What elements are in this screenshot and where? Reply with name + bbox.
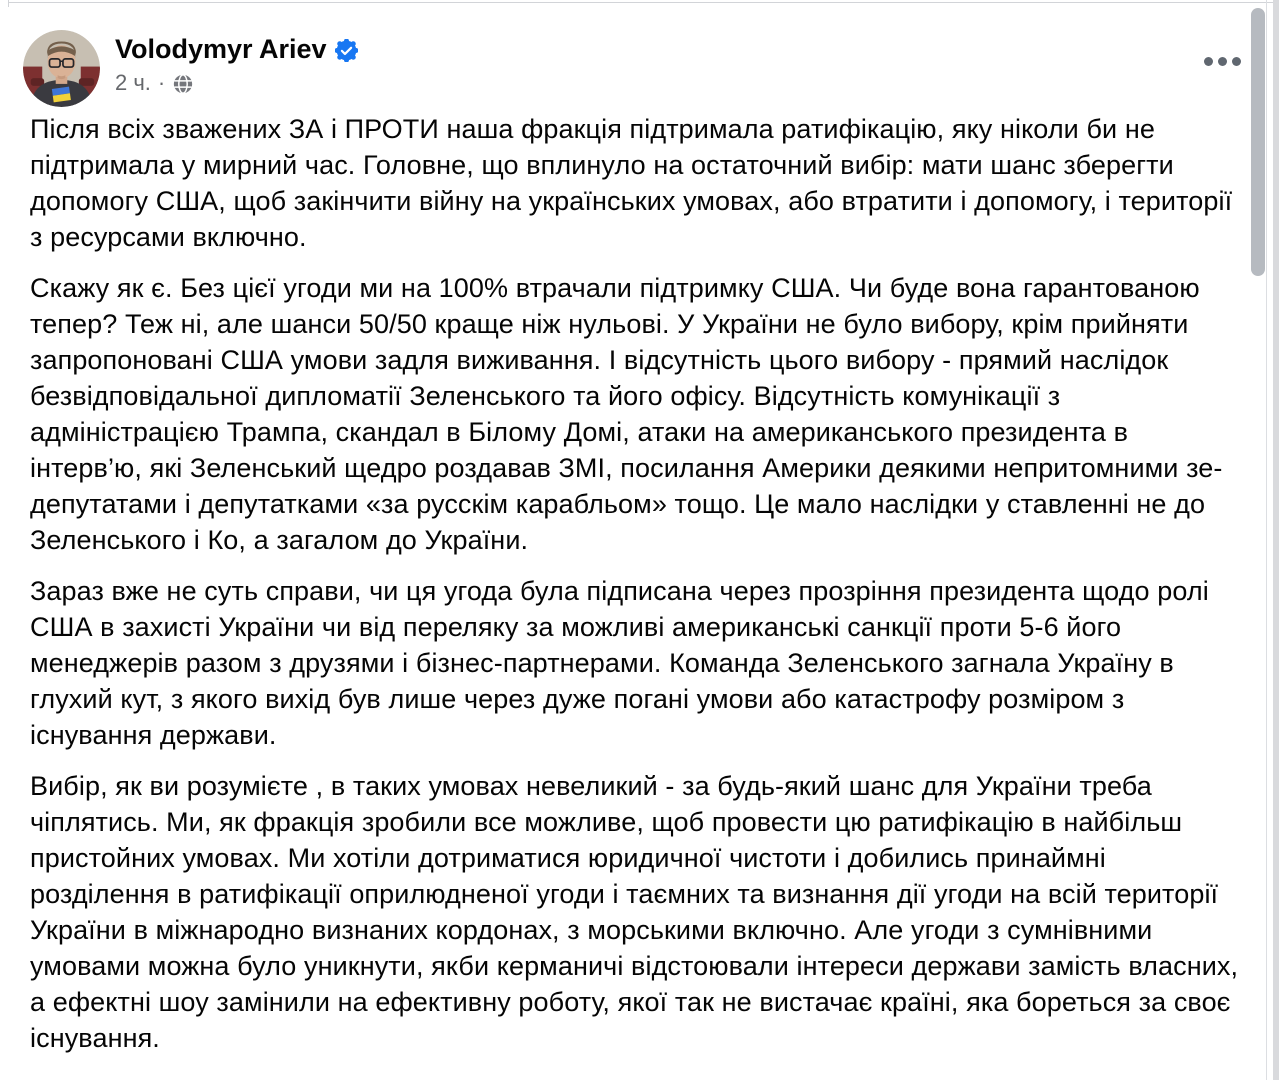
public-globe-icon <box>172 73 194 95</box>
content-right-border <box>1266 0 1267 1080</box>
card-corner-border <box>8 0 9 7</box>
header-meta <box>115 30 358 96</box>
post-paragraph: Вибір, як ви розумієте , в таких умовах невеликий - за будь-який шанс для України треба чіплятись. Ми, як фракція зробили все можливе, щоб провести цю ратифікацію в найбільш пристойних умовах. Ми хотіли дотриматися юридичної чистоти і добились принаймні розділення в ратифікації оприлюдненої угоди і таємних та визнання дії угоди на всій території України в міжнародно визнаних кордонах, з морськими включно. Але угоди з сумнівними умовами можна було уникнути, якби керманичі відстоювали інтереси держави замість власних, а ефектні шоу замінили на ефективну роботу, якої так не вистачає країні, яка бореться за своє існування. <box>30 771 1239 1053</box>
post-meta-row <box>115 70 358 96</box>
scrollbar-thumb[interactable] <box>1251 8 1265 276</box>
author-name[interactable]: Volodymyr Ariev <box>115 34 327 64</box>
card-top-border <box>8 2 1273 3</box>
timestamp[interactable]: 2 ч. <box>115 70 151 95</box>
more-options-button[interactable] <box>1196 48 1248 74</box>
post-paragraph: Зараз вже не суть справи, чи ця угода була підписана через прозріння президента щодо ролі США в захисті України чи від переляку за можливі американські санкції проти 5-6 його менеджерів разом з друзями і бізнес-партнерами. Команда Зеленського загнала Україну в глухий кут, з якого вихід був лише через дуже погані умови або катастрофу розміром з існування держави. <box>30 576 1209 750</box>
meta-separator: · <box>157 70 166 95</box>
avatar[interactable] <box>23 30 100 107</box>
window-edge-strip <box>1273 0 1279 1080</box>
post-text <box>30 111 1243 1071</box>
post-header <box>23 30 358 107</box>
more-options-icon <box>1204 57 1213 66</box>
more-options-icon <box>1218 57 1227 66</box>
verified-badge-icon <box>335 39 358 62</box>
avatar-image <box>23 30 100 107</box>
more-options-icon <box>1232 57 1241 66</box>
post-paragraph: Скажу як є. Без цієї угоди ми на 100% втрачали підтримку США. Чи буде вона гарантованою тепер? Теж ні, але шанси 50/50 краще ніж нульові. У України не було вибору, крім прийняти запропоновані США умови задля виживання. І відсутність цього вибору - прямий наслідок безвідповідальної дипломатії Зеленського та його офісу. Відсутність комунікації з адміністрацією Трампа, скандал в Білому Домі, атаки на американського президента в інтерв’ю, які Зеленський щедро роздавав ЗМІ, посилання Америки деякими непритомними зе-депутатами і депутатками «за русскім карабльом» тощо. Це мало наслідки у ставленні не до Зеленського і Ко, а загалом до України. <box>30 273 1223 555</box>
post-paragraph: Після всіх зважених ЗА і ПРОТИ наша фракція підтримала ратифікацію, яку ніколи би не підтримала у мирний час. Головне, що вплинуло на остаточний вибір: мати шанс зберегти допомогу США, щоб закінчити війну на українських умовах, або втратити і допомогу, і території з ресурсами включно. <box>30 114 1233 252</box>
